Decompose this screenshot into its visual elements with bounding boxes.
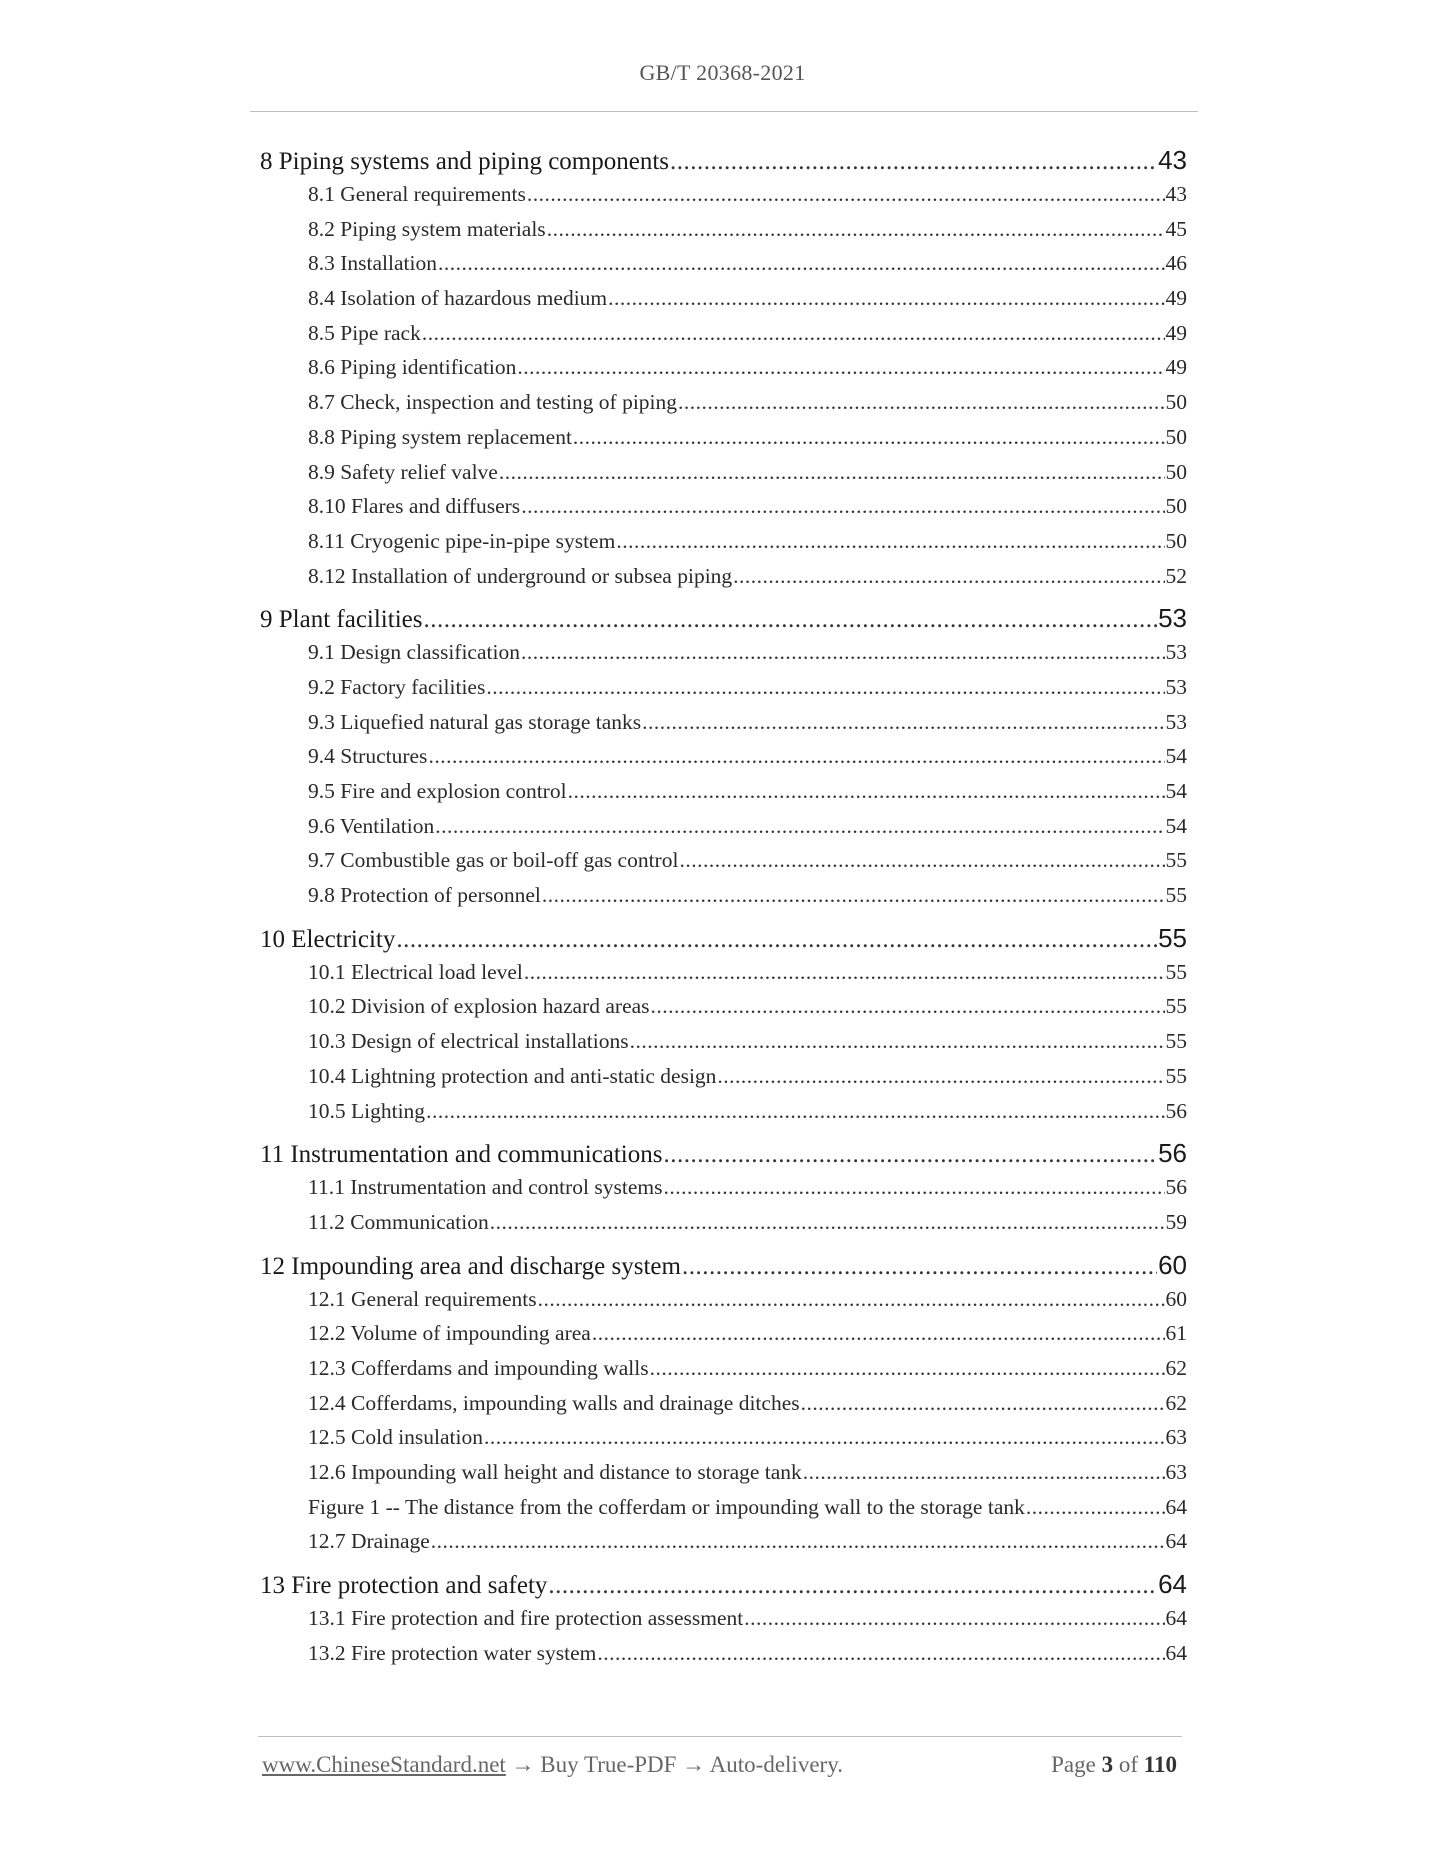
toc-entry-level2[interactable] xyxy=(260,670,1187,705)
toc-entry-level2[interactable] xyxy=(260,1094,1187,1129)
toc-entry-title: 12.1 General requirements xyxy=(308,1286,537,1311)
leader-dots xyxy=(486,670,1164,705)
toc-entry-title: 9.3 Liquefied natural gas storage tanks xyxy=(308,709,642,734)
leader-dots xyxy=(438,246,1165,281)
toc-entry-title: 12.6 Impounding wall height and distance to storage tank xyxy=(308,1460,802,1484)
toc-entry-level2[interactable] xyxy=(260,1601,1187,1636)
toc-entry-page: 60 xyxy=(1165,1286,1187,1311)
leader-dots xyxy=(651,989,1165,1024)
leader-dots xyxy=(744,1601,1164,1636)
leader-dots xyxy=(426,1094,1164,1129)
toc-entry-title: Figure 1 -- The distance from the cofferdam or impounding wall to the storage tank xyxy=(308,1494,1025,1519)
toc-entry-level2[interactable] xyxy=(260,774,1187,809)
toc-entry-title: 8.11 Cryogenic pipe-in-pipe system xyxy=(308,528,616,553)
toc-entry-level1[interactable] xyxy=(260,921,1187,955)
toc-entry-level2[interactable] xyxy=(260,739,1187,774)
document-id: GB/T 20368-2021 xyxy=(639,60,806,85)
toc-entry-figure[interactable] xyxy=(260,1490,1187,1525)
toc-entry-page: 56 xyxy=(1158,1138,1187,1169)
toc-entry-level2[interactable] xyxy=(260,316,1187,351)
leader-dots xyxy=(573,420,1165,455)
toc-entry-page: 53 xyxy=(1165,674,1187,699)
toc-entry-level1[interactable] xyxy=(260,1567,1187,1601)
toc-entry-level2[interactable] xyxy=(260,1351,1187,1386)
auto-delivery-text: Auto-delivery. xyxy=(709,1752,843,1777)
toc-entry-title: 10.1 Electrical load level xyxy=(308,959,523,984)
toc-entry-level2[interactable] xyxy=(260,350,1187,385)
leader-dots xyxy=(422,316,1165,351)
toc-entry-level2[interactable] xyxy=(260,1455,1187,1490)
toc-entry-page: 64 xyxy=(1165,1494,1187,1519)
leader-dots xyxy=(538,1282,1165,1317)
toc-entry-page: 55 xyxy=(1165,1063,1187,1088)
toc-entry-title: 13.1 Fire protection and fire protection assessment xyxy=(308,1606,744,1631)
toc-entry-level2[interactable] xyxy=(260,635,1187,670)
toc-entry-page: 53 xyxy=(1158,603,1187,634)
toc-entry-page: 50 xyxy=(1165,390,1187,415)
toc-entry-level1[interactable] xyxy=(260,143,1187,177)
toc-entry-title: 8.12 Installation of underground or subsea piping xyxy=(308,563,733,588)
leader-dots xyxy=(428,739,1164,774)
toc-section-11 xyxy=(260,1136,1187,1239)
toc-entry-level2[interactable] xyxy=(260,524,1187,559)
toc-entry-level2[interactable] xyxy=(260,1024,1187,1059)
toc-entry-page: 62 xyxy=(1165,1355,1187,1380)
toc-entry-title: 8.3 Installation xyxy=(308,251,437,276)
toc-entry-page: 55 xyxy=(1165,848,1187,873)
leader-dots xyxy=(678,385,1164,420)
leader-dots xyxy=(682,1250,1157,1284)
toc-entry-title: 12.2 Volume of impounding area xyxy=(308,1321,591,1346)
leader-dots xyxy=(733,559,1164,594)
toc-entry-page: 56 xyxy=(1165,1098,1187,1123)
toc-entry-title: 10.3 Design of electrical installations xyxy=(308,1029,629,1054)
leader-dots xyxy=(650,1351,1165,1386)
page-indicator xyxy=(1051,1752,1177,1778)
toc-entry-page: 64 xyxy=(1165,1606,1187,1631)
toc-entry-page: 52 xyxy=(1165,563,1187,588)
toc-entry-page: 54 xyxy=(1165,779,1187,803)
toc-section-13 xyxy=(260,1567,1187,1670)
footer-divider xyxy=(258,1736,1182,1737)
toc-entry-level2[interactable] xyxy=(260,1205,1187,1240)
toc-entry-page: 55 xyxy=(1165,994,1187,1019)
document-header xyxy=(0,60,1445,86)
toc-entry-page: 59 xyxy=(1165,1209,1187,1234)
arrow-right-icon: → xyxy=(511,1752,535,1777)
toc-entry-title: 9 Plant facilities xyxy=(260,606,423,634)
page-label: Page xyxy=(1051,1752,1096,1777)
toc-entry-title: 8.8 Piping system replacement xyxy=(308,424,572,449)
toc-entry-title: 13.2 Fire protection water system xyxy=(308,1640,597,1665)
toc-entry-page: 49 xyxy=(1165,286,1187,311)
toc-entry-title: 9.4 Structures xyxy=(308,744,428,769)
toc-entry-page: 64 xyxy=(1165,1529,1187,1554)
toc-entry-level2[interactable] xyxy=(260,843,1187,878)
leader-dots xyxy=(548,1569,1157,1603)
leader-dots xyxy=(717,1059,1164,1094)
toc-entry-page: 49 xyxy=(1165,355,1187,380)
leader-dots xyxy=(521,489,1164,524)
toc-entry-title: 12.7 Drainage xyxy=(308,1529,430,1554)
leader-dots xyxy=(490,1205,1165,1240)
leader-dots xyxy=(642,705,1164,740)
toc-entry-page: 46 xyxy=(1165,251,1187,276)
toc-entry-level2[interactable] xyxy=(260,1059,1187,1094)
toc-section-8 xyxy=(260,143,1187,593)
leader-dots xyxy=(803,1455,1165,1490)
of-label: of xyxy=(1118,1752,1139,1777)
leader-dots xyxy=(663,1138,1157,1172)
toc-section-10 xyxy=(260,921,1187,1128)
toc-entry-title: 10.5 Lighting xyxy=(308,1098,426,1123)
toc-entry-page: 61 xyxy=(1165,1321,1187,1346)
total-pages-number: 110 xyxy=(1143,1752,1177,1777)
toc-entry-level2[interactable] xyxy=(260,989,1187,1024)
toc-entry-level1[interactable] xyxy=(260,1248,1187,1282)
toc-entry-title: 8.2 Piping system materials xyxy=(308,216,546,241)
toc-entry-level2[interactable] xyxy=(260,1316,1187,1351)
toc-entry-page: 60 xyxy=(1158,1249,1187,1280)
header-divider xyxy=(250,111,1198,112)
toc-entry-title: 8.6 Piping identification xyxy=(308,355,517,380)
leader-dots xyxy=(664,1170,1165,1205)
toc-entry-page: 50 xyxy=(1165,459,1187,484)
toc-entry-title: 8.7 Check, inspection and testing of piping xyxy=(308,390,678,415)
toc-entry-title: 12.4 Cofferdams, impounding walls and drainage ditches xyxy=(308,1390,800,1415)
leader-dots xyxy=(608,281,1164,316)
toc-entry-title: 13 Fire protection and safety xyxy=(260,1572,548,1600)
toc-entry-page: 56 xyxy=(1165,1175,1187,1200)
toc-entry-title: 8.10 Flares and diffusers xyxy=(308,494,521,519)
toc-entry-page: 54 xyxy=(1165,813,1187,838)
leader-dots xyxy=(1026,1490,1165,1525)
toc-entry-level2[interactable] xyxy=(260,1636,1187,1671)
toc-entry-page: 63 xyxy=(1165,1425,1187,1450)
leader-dots xyxy=(484,1420,1165,1455)
toc-entry-level1[interactable] xyxy=(260,1136,1187,1170)
toc-entry-title: 8.9 Safety relief valve xyxy=(308,459,498,484)
toc-entry-title: 9.5 Fire and explosion control xyxy=(308,779,567,803)
toc-entry-page: 50 xyxy=(1165,494,1187,519)
toc-entry-level2[interactable] xyxy=(260,420,1187,455)
toc-entry-title: 9.1 Design classification xyxy=(308,640,520,665)
toc-entry-title: 11.1 Instrumentation and control systems xyxy=(308,1175,663,1200)
toc-entry-level2[interactable] xyxy=(260,177,1187,212)
toc-entry-level2[interactable] xyxy=(260,455,1187,490)
arrow-right-icon: → xyxy=(682,1752,706,1777)
toc-entry-level2[interactable] xyxy=(260,385,1187,420)
toc-entry-page: 55 xyxy=(1165,883,1187,908)
toc-entry-level2[interactable] xyxy=(260,1386,1187,1421)
toc-entry-title: 8.4 Isolation of hazardous medium xyxy=(308,286,608,311)
toc-entry-title: 9.2 Factory facilities xyxy=(308,674,486,699)
toc-entry-title: 10 Electricity xyxy=(260,925,396,953)
toc-section-9 xyxy=(260,601,1187,913)
toc-entry-level2[interactable] xyxy=(260,1282,1187,1317)
toc-entry-page: 55 xyxy=(1165,959,1187,984)
leader-dots xyxy=(431,1524,1165,1559)
toc-entry-level2[interactable] xyxy=(260,1170,1187,1205)
toc-entry-page: 50 xyxy=(1165,424,1187,449)
leader-dots xyxy=(517,350,1164,385)
toc-entry-title: 10.2 Division of explosion hazard areas xyxy=(308,994,650,1019)
toc-entry-page: 49 xyxy=(1165,320,1187,345)
toc-entry-level2[interactable] xyxy=(260,705,1187,740)
leader-dots xyxy=(527,177,1165,212)
leader-dots xyxy=(616,524,1164,559)
toc-entry-level2[interactable] xyxy=(260,212,1187,247)
toc-entry-page: 53 xyxy=(1165,640,1187,665)
toc-entry-page: 55 xyxy=(1165,1029,1187,1054)
toc-entry-page: 50 xyxy=(1165,528,1187,553)
toc-entry-page: 45 xyxy=(1165,216,1187,241)
leader-dots xyxy=(568,774,1165,809)
toc-entry-level2[interactable] xyxy=(260,878,1187,913)
toc-entry-title: 8.1 General requirements xyxy=(308,182,526,206)
leader-dots xyxy=(499,455,1165,490)
toc-entry-title: 10.4 Lightning protection and anti-static design xyxy=(308,1063,717,1088)
toc-entry-title: 12.5 Cold insulation xyxy=(308,1425,483,1450)
toc-entry-level2[interactable] xyxy=(260,1420,1187,1455)
toc-entry-level2[interactable] xyxy=(260,955,1187,990)
toc-entry-level2[interactable] xyxy=(260,281,1187,316)
leader-dots xyxy=(521,635,1165,670)
toc-entry-page: 53 xyxy=(1165,709,1187,734)
footer-promo xyxy=(262,1752,843,1778)
toc-entry-level2[interactable] xyxy=(260,246,1187,281)
current-page-number: 3 xyxy=(1101,1752,1114,1777)
toc-entry-title: 12.3 Cofferdams and impounding walls xyxy=(308,1355,649,1380)
toc-entry-title: 8.5 Pipe rack xyxy=(308,320,421,345)
toc-entry-title: 9.7 Combustible gas or boil-off gas control xyxy=(308,848,679,873)
leader-dots xyxy=(524,955,1165,990)
toc-entry-level2[interactable] xyxy=(260,559,1187,594)
buy-pdf-link[interactable]: Buy True-PDF xyxy=(540,1752,677,1777)
leader-dots xyxy=(423,603,1157,637)
toc-entry-level2[interactable] xyxy=(260,1524,1187,1559)
leader-dots xyxy=(435,809,1164,844)
leader-dots xyxy=(547,212,1165,247)
toc-entry-page: 64 xyxy=(1165,1640,1187,1665)
toc-entry-title: 11 Instrumentation and communications xyxy=(260,1141,663,1169)
toc-entry-page: 63 xyxy=(1165,1460,1187,1484)
toc-entry-title: 9.8 Protection of personnel xyxy=(308,883,541,908)
site-link[interactable]: www.ChineseStandard.net xyxy=(262,1752,506,1777)
leader-dots xyxy=(670,145,1157,179)
leader-dots xyxy=(679,843,1164,878)
table-of-contents xyxy=(260,143,1187,1678)
toc-entry-page: 64 xyxy=(1158,1569,1187,1600)
leader-dots xyxy=(592,1316,1165,1351)
leader-dots xyxy=(542,878,1165,913)
toc-entry-title: 9.6 Ventilation xyxy=(308,813,435,838)
leader-dots xyxy=(630,1024,1165,1059)
toc-section-12 xyxy=(260,1248,1187,1560)
toc-entry-level1[interactable] xyxy=(260,601,1187,635)
toc-entry-page: 54 xyxy=(1165,744,1187,769)
leader-dots xyxy=(801,1386,1165,1421)
leader-dots xyxy=(597,1636,1164,1671)
toc-entry-page: 43 xyxy=(1165,182,1187,206)
leader-dots xyxy=(396,923,1157,957)
toc-entry-title: 12 Impounding area and discharge system xyxy=(260,1252,681,1280)
toc-entry-title: 8 Piping systems and piping components xyxy=(260,148,670,175)
toc-entry-title: 11.2 Communication xyxy=(308,1209,489,1234)
toc-entry-level2[interactable] xyxy=(260,489,1187,524)
toc-entry-page: 43 xyxy=(1158,145,1187,175)
toc-entry-level2[interactable] xyxy=(260,809,1187,844)
toc-entry-page: 62 xyxy=(1165,1390,1187,1415)
toc-entry-page: 55 xyxy=(1158,922,1187,953)
